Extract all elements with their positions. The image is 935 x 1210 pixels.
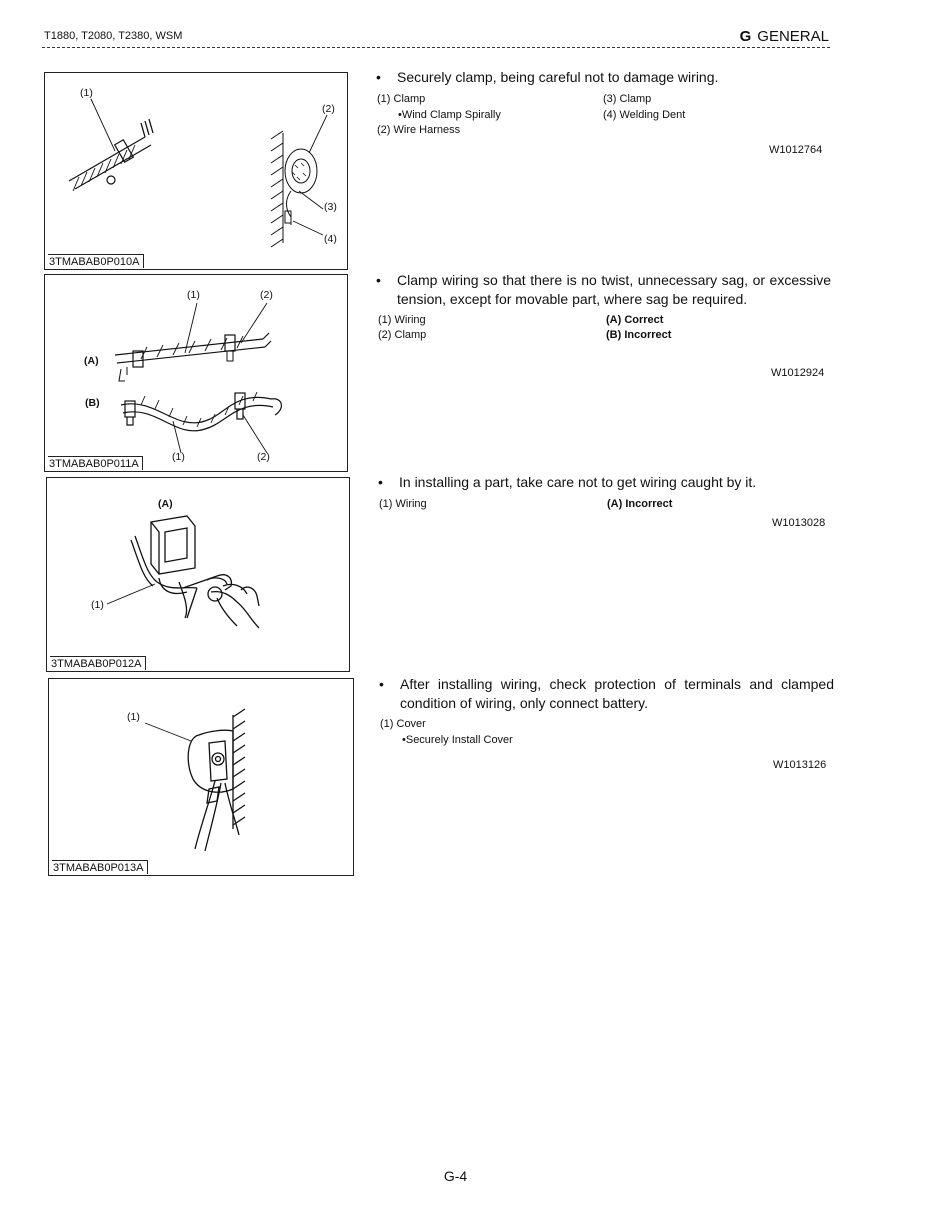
fig3-label-A: (A): [158, 498, 173, 510]
header-divider: [42, 47, 830, 48]
item-A: (A) Correct: [606, 314, 664, 326]
fig2-label-1b: (1): [172, 451, 185, 463]
clamp-spiral-illustration: [45, 73, 347, 269]
wiring-caught-illustration: [47, 478, 349, 671]
item-1: (1) Wiring: [378, 314, 426, 326]
item-1-note: •Wind Clamp Spirally: [398, 108, 501, 121]
item-1: (1) Cover: [380, 718, 426, 730]
reference-code: W1012924: [771, 367, 825, 379]
reference-code: W1013028: [772, 517, 826, 529]
item-1-note: •Securely Install Cover: [402, 734, 513, 746]
section-letter: G: [739, 28, 752, 45]
item-4: (4) Welding Dent: [603, 108, 686, 121]
instruction-text: • In installing a part, take care not to get wiring caught by it.: [378, 474, 757, 490]
instruction-block-4: [379, 675, 834, 771]
terminal-cover-illustration: [49, 679, 353, 875]
reference-code: W1012764: [769, 144, 823, 156]
item-B: (B) Incorrect: [606, 329, 672, 341]
item-1: (1) Wiring: [379, 497, 427, 510]
clamp-sag-illustration: [45, 275, 347, 471]
bullet-icon: •: [378, 474, 383, 490]
figure-wiring-caught: [46, 477, 350, 672]
page-footer: [0, 1168, 935, 1184]
instruction-block-1: [376, 68, 831, 156]
fig1-label-2: (2): [322, 103, 335, 115]
fig1-label-1: (1): [80, 87, 93, 99]
section-title: GENERAL: [757, 28, 829, 45]
instruction-text: • After installing wiring, check protection of terminals and clamped condition of wiring, only connect battery.: [379, 676, 834, 711]
instruction-text: • Clamp wiring so that there is no twist, unnecessary sag, or excessive tension, except for movable part, where sag be required.: [376, 272, 831, 307]
fig1-label-4: (4): [324, 233, 337, 245]
fig3-label-1: (1): [91, 599, 104, 611]
figure-code: 3TMABAB0P012A: [50, 656, 146, 670]
fig2-label-1: (1): [187, 289, 200, 301]
fig4-label-1: (1): [127, 711, 140, 723]
item-3: (3) Clamp: [603, 92, 652, 105]
fig2-label-B: (B): [85, 397, 100, 409]
header-models: T1880, T2080, T2380, WSM: [44, 30, 183, 42]
figure-code: 3TMABAB0P010A: [48, 254, 144, 268]
header-section: [740, 28, 829, 45]
item-1: (1) Clamp: [377, 92, 426, 105]
figure-code: 3TMABAB0P011A: [48, 456, 143, 470]
fig1-label-3: (3): [324, 201, 337, 213]
bullet-icon: •: [376, 272, 381, 288]
fig2-label-A: (A): [84, 355, 99, 367]
item-A: (A) Incorrect: [607, 497, 673, 510]
instruction-block-3: [378, 473, 833, 529]
page-number: G-4: [443, 1168, 468, 1184]
instruction-block-2: [376, 271, 831, 379]
bullet-icon: •: [379, 676, 384, 692]
fig2-label-2b: (2): [257, 451, 270, 463]
figure-clamp-spiral: [44, 72, 348, 270]
figure-clamp-sag: [44, 274, 348, 472]
fig2-label-2: (2): [260, 289, 273, 301]
item-2: (2) Wire Harness: [377, 123, 461, 136]
item-2: (2) Clamp: [378, 329, 427, 341]
reference-code: W1013126: [773, 759, 827, 771]
figure-terminal-cover: [48, 678, 354, 876]
figure-code: 3TMABAB0P013A: [52, 860, 148, 874]
bullet-icon: •: [376, 69, 381, 85]
instruction-text: • Securely clamp, being careful not to damage wiring.: [376, 69, 719, 85]
